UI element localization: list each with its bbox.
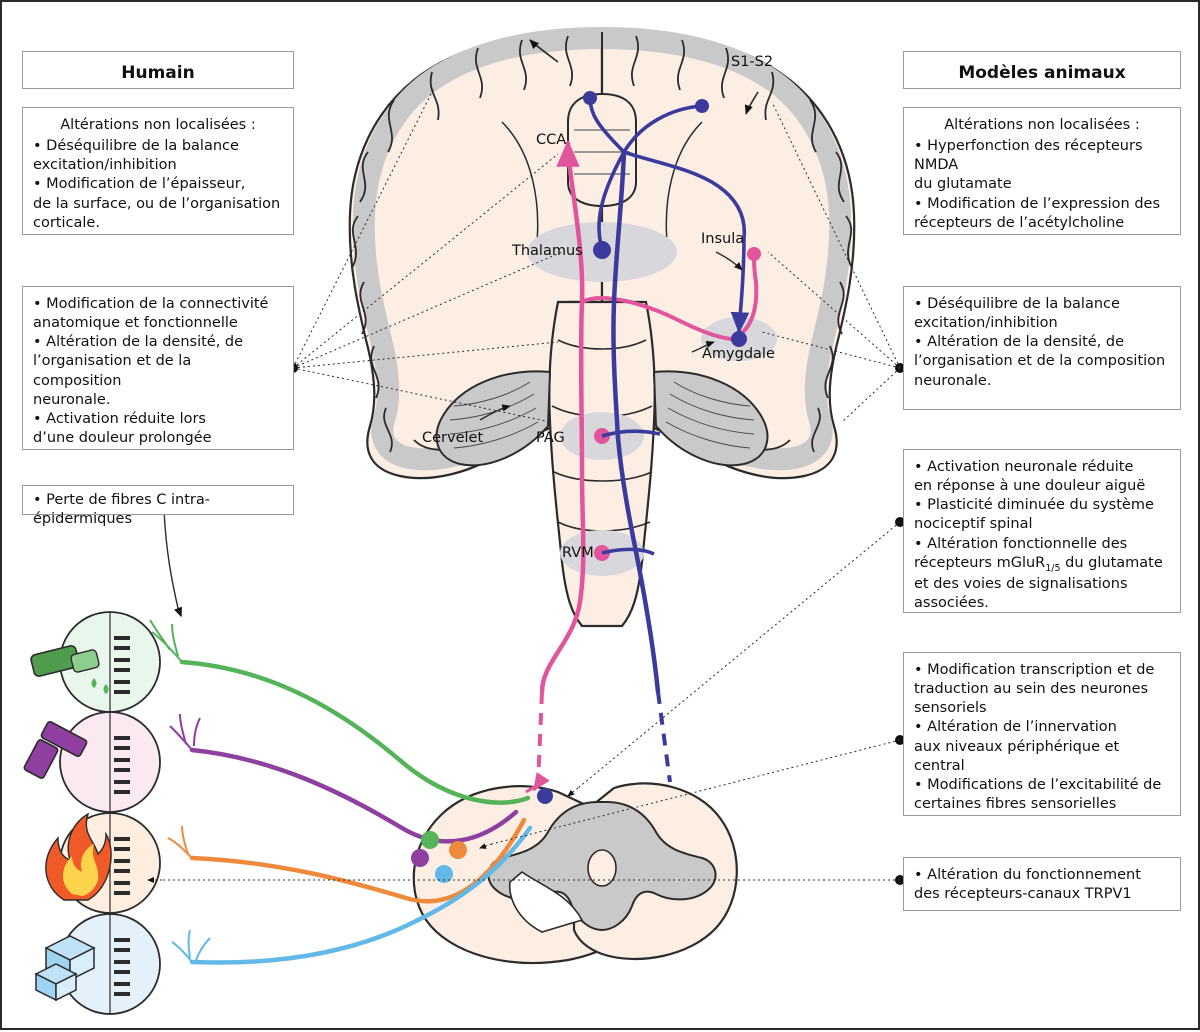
human-non-localized-line-4: corticale.: [33, 214, 100, 231]
human-connectivity-line-3: l’organisation et de la composition: [33, 353, 192, 389]
animal-non-localized-header: Altérations non localisées :: [944, 117, 1140, 133]
animal-balance-line-0: • Déséquilibre de la balance: [914, 296, 1120, 312]
brain-section: [350, 30, 855, 784]
label-cca: CCA: [536, 132, 567, 148]
animal-spinal-line-5: récepteurs mGluR$_{1/5}$ du glutamate: [914, 554, 1163, 574]
label-amygdala: Amygdale: [702, 346, 775, 362]
human-non-localized-line-2: • Modification de l’épaisseur,: [33, 176, 246, 193]
human-connectivity-line-4: neuronale.: [33, 391, 111, 408]
animal-spinal: [903, 449, 1181, 613]
label-s1-s2: S1-S2: [731, 54, 774, 70]
label-rvm: RVM: [562, 545, 594, 561]
animal-spinal-line-1: en réponse à une douleur aiguë: [914, 478, 1146, 495]
human-connectivity-line-0: • Modification de la connectivité: [33, 296, 269, 312]
label-cerebellum: Cervelet: [422, 430, 484, 446]
animal-trpv1: [903, 857, 1181, 911]
human-c-fibers: [22, 485, 294, 528]
animal-trpv1-line-0: • Altération du fonctionnement: [914, 867, 1141, 883]
animal-transcription-line-1: traduction au sein des neurones: [914, 681, 1149, 698]
human-non-localized-line-0: • Déséquilibre de la balance: [33, 138, 239, 155]
animal-balance: [903, 286, 1181, 410]
spinal-cord-section: [150, 620, 737, 963]
label-insula: Insula: [701, 231, 745, 247]
animal-spinal-line-2: • Plasticité diminuée du système: [914, 497, 1154, 514]
animal-transcription-line-4: aux niveaux périphérique et central: [914, 738, 1120, 774]
animal-spinal-line-0: • Activation neuronale réduite: [914, 459, 1134, 475]
animal-spinal-line-6: et des voies de signalisations associées.: [914, 576, 1128, 612]
animal-transcription-line-5: • Modifications de l’excitabilité de: [914, 776, 1162, 793]
animal-non-localized-line-1: du glutamate: [914, 176, 1012, 193]
animal-transcription-line-0: • Modification transcription et de: [914, 662, 1155, 678]
animal-spinal-line-3: nociceptif spinal: [914, 516, 1033, 533]
animal-balance-line-2: • Altération de la densité, de: [914, 334, 1125, 351]
panel-title-human: Humain: [22, 51, 294, 89]
animal-balance-line-4: neuronale.: [914, 372, 992, 389]
human-non-localized-line-1: excitation/inhibition: [33, 157, 177, 174]
human-connectivity-line-1: anatomique et fonctionnelle: [33, 315, 238, 332]
animal-trpv1-line-1: des récepteurs-canaux TRPV1: [914, 886, 1132, 903]
animal-non-localized-line-0: • Hyperfonction des récepteurs NMDA: [914, 138, 1143, 174]
animal-non-localized-line-3: récepteurs de l’acétylcholine: [914, 214, 1125, 231]
human-connectivity-line-2: • Altération de la densité, de: [33, 334, 244, 351]
animal-transcription-line-6: certaines fibres sensorielles: [914, 795, 1117, 812]
human-non-localized: [22, 107, 294, 235]
human-non-localized-header: Altérations non localisées :: [60, 117, 256, 133]
animal-balance-line-3: l’organisation et de la composition: [914, 353, 1166, 370]
animal-transcription: [903, 652, 1181, 816]
human-connectivity: [22, 286, 294, 450]
label-thalamus: Thalamus: [512, 243, 583, 259]
animal-balance-line-1: excitation/inhibition: [914, 315, 1058, 332]
animal-non-localized: [903, 107, 1181, 235]
human-c-fibers-line-0: • Perte de fibres C intra-épidermiques: [33, 492, 211, 528]
panel-title-animal: Modèles animaux: [903, 51, 1181, 89]
human-connectivity-line-5: • Activation réduite lors: [33, 410, 206, 427]
animal-transcription-line-3: • Altération de l’innervation: [914, 719, 1117, 736]
label-pag: PAG: [536, 430, 565, 446]
human-non-localized-line-3: de la surface, ou de l’organisation: [33, 195, 281, 212]
animal-transcription-line-2: sensoriels: [914, 700, 987, 717]
stimulus-circles: [23, 612, 160, 1014]
animal-spinal-line-4: • Altération fonctionnelle des: [914, 535, 1128, 552]
animal-non-localized-line-2: • Modification de l’expression des: [914, 195, 1161, 212]
human-connectivity-line-6: d’une douleur prolongée: [33, 429, 212, 446]
